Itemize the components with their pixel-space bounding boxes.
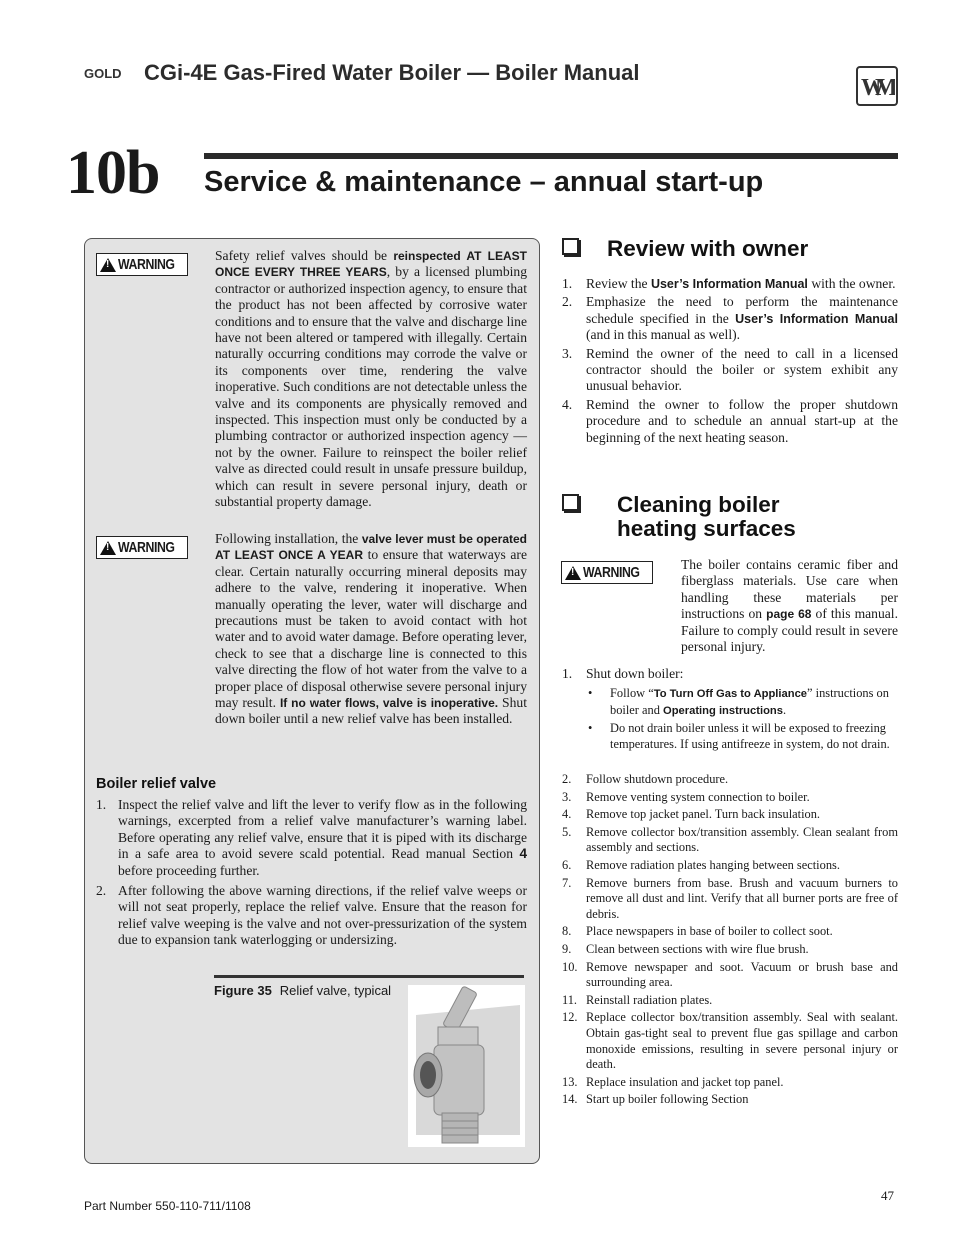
gold-label: GOLD	[84, 66, 122, 81]
list-item: 3. Remove venting system connection to boiler.	[562, 789, 810, 804]
list-item: 5. Remove collector box/transition assembly. Clean sealant from assembly and sections.	[562, 824, 898, 855]
list-item: • Do not drain boiler unless it will be exposed to freezing temperatures. If using antifreeze in system, do not drain.	[588, 721, 890, 751]
warning-triangle-icon	[100, 258, 116, 272]
list-item: 9. Clean between sections with wire flue brush.	[562, 941, 809, 956]
warning-text-1: Safety relief valves should be reinspected AT LEAST ONCE EVERY THREE YEARS, by a licensed plumbing contractor or authorized inspection agency, to ensure that the product has not been affected by corrosive water conditions and to ensure that the valve and discharge line have not been altered or tampered with illegally. Certain naturally occurring conditions may corrode the valve or its components over time, rendering the valve inoperative. Such conditions are not detectable unless the valve and its components are physically removed and inspected. This inspection must only be conducted by a plumbing contractor or authorized inspection agency — not by the owner. Failure to reinspect the boiler relief valve as directed could result in unsafe pressure buildup, which can result in severe personal injury, death or substantial property damage.	[215, 248, 527, 510]
list-item: 3. Remind the owner of the need to call in a licensed contractor should the boiler or system exhibit any unusual behavior.	[562, 345, 898, 394]
wm-logo-icon	[856, 66, 898, 106]
warning-label: WARNING	[118, 256, 175, 273]
relief-valve-steps	[96, 797, 527, 953]
checkbox-icon	[562, 494, 579, 511]
section-title: Service & maintenance – annual start-up	[204, 166, 764, 198]
list-item: 1. Shut down boiler:	[562, 666, 684, 681]
list-item: 4. Remove top jacket panel. Turn back insulation.	[562, 807, 821, 822]
checkbox-icon	[562, 238, 579, 255]
svg-text:W: W	[861, 75, 885, 101]
review-steps	[562, 276, 898, 448]
figure-caption: Figure 35 Relief valve, typical	[214, 983, 392, 998]
warning-triangle-icon	[100, 541, 116, 555]
page-header	[84, 60, 824, 90]
cleaning-steps	[562, 772, 898, 1110]
cleaning-heading: Cleaning boiler heating surfaces	[617, 492, 796, 541]
list-item: 6. Remove radiation plates hanging between sections.	[562, 857, 840, 872]
relief-valve-illustration	[408, 985, 525, 1147]
review-with-owner-heading: Review with owner	[607, 236, 809, 261]
list-item: 12. Replace collector box/transition assembly. Seal with sealant. Obtain gas-tight seal to prevent flue gas spillage and carbon monoxide emissions, resulting in severe personal injury or death.	[562, 1010, 898, 1072]
shutdown-step	[562, 666, 898, 684]
list-item: 2. Emphasize the need to perform the maintenance schedule specified in the User’s Information Manual (and in this manual as well).	[562, 294, 898, 343]
list-item: 8. Place newspapers in base of boiler to collect soot.	[562, 924, 833, 939]
warning-label: WARNING	[583, 564, 640, 581]
list-item: 7. Remove burners from base. Brush and vacuum burners to remove all dust and lint. Verify that all burner ports are free of debris.	[562, 875, 898, 921]
svg-text:M: M	[875, 75, 895, 101]
list-item: 2. After following the above warning directions, if the relief valve weeps or will not seat properly, replace the relief valve. Ensure that the reason for relief valve weeping is the valve and not over-pressurization of the system due to expansion tank waterlogging or undersizing.	[96, 883, 527, 948]
list-item: 1. Review the User’s Information Manual with the owner.	[562, 276, 896, 291]
list-item: 11. Reinstall radiation plates.	[562, 992, 713, 1007]
section-number: 10b	[66, 139, 160, 207]
list-item: 1. Inspect the relief valve and lift the lever to verify flow as in the following warnings, excerpted from a relief valve manufacturer’s warning label. Before operating any relief valve, ensure that it is piped with its discharge in a safe area to avoid severe scald potential. Read manual Section 4 before proceeding further.	[96, 797, 527, 878]
list-item: • Follow “To Turn Off Gas to Appliance” instructions on boiler and Operating instructions.	[588, 686, 889, 717]
warning-badge-3	[561, 561, 653, 584]
page-number: 47	[881, 1188, 894, 1203]
warning-text-3: The boiler contains ceramic fiber and fiberglass materials. Use care when handling these materials per instructions on page 68 of this manual. Failure to comply could result in severe personal injury.	[681, 557, 898, 655]
warning-triangle-icon	[565, 566, 581, 580]
warning-badge-2	[96, 536, 188, 559]
shutdown-bullets	[562, 686, 898, 754]
part-number: Part Number 550-110-711/1108	[84, 1199, 251, 1213]
list-item: 4. Remind the owner to follow the proper shutdown procedure and to schedule an annual start-up at the beginning of the next heating season.	[562, 396, 898, 445]
manual-title: CGi-4E Gas-Fired Water Boiler — Boiler Manual	[144, 60, 640, 85]
warning-badge-1	[96, 253, 188, 276]
list-item: 13. Replace insulation and jacket top panel.	[562, 1074, 784, 1089]
list-item: 14. Start up boiler following Section	[562, 1092, 749, 1107]
warning-text-2: Following installation, the valve lever must be operated AT LEAST ONCE A YEAR to ensure that waterways are clear. Certain naturally occurring mineral deposits may adhere to the valve, rendering it inoperative. When manually operating the lever, water will discharge and precautions must be taken to avoid contact with hot water and to avoid water damage. Before operating lever, check to see that a discharge line is connected to this valve directing the flow of hot water from the valve to a proper place of disposal otherwise severe personal injury may result. If no water flows, valve is inoperative. Shut down boiler until a new relief valve has been installed.	[215, 531, 527, 727]
section-rule	[204, 153, 898, 159]
figure-rule	[214, 975, 524, 978]
list-item: 2. Follow shutdown procedure.	[562, 772, 729, 786]
list-item: 10. Remove newspaper and soot. Vacuum or brush base and surrounding area.	[562, 959, 898, 990]
boiler-relief-valve-heading: Boiler relief valve	[96, 776, 217, 792]
warning-label: WARNING	[118, 539, 175, 556]
